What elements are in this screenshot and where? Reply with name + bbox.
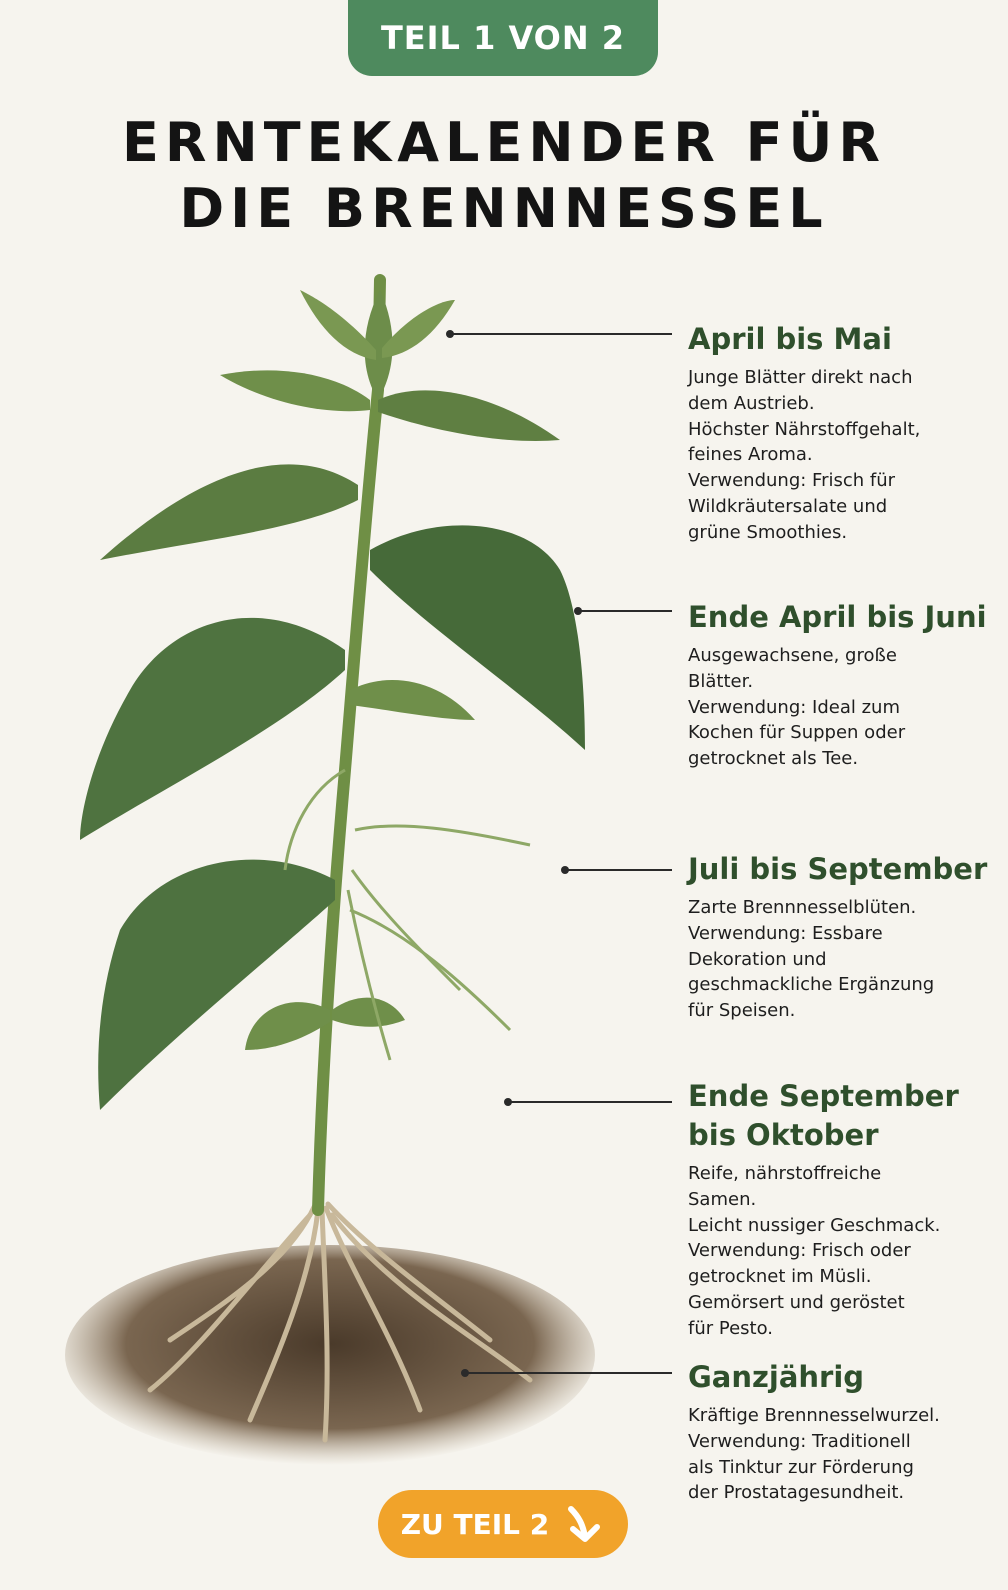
leader-line-ganzjaehrig [465,1372,672,1374]
title-line-1: ERNTEKALENDER FÜR [122,111,886,174]
entry-line: dem Austrieb. [688,392,815,414]
entry-line: Reife, nährstoffreiche [688,1163,882,1184]
entry-line: Kochen für Suppen oder [688,722,906,744]
soil-mound [65,1245,595,1465]
part-badge: TEIL 1 VON 2 [348,0,658,76]
entry-title-line: Ende April bis Juni [688,600,987,634]
next-part-button[interactable] [378,1490,628,1558]
nettle-plant-illustration [60,270,620,1490]
entry-line: geschmackliche Ergänzung [688,974,935,996]
harvest-entry-ganzjaehrig [688,1358,988,1506]
entry-line: Verwendung: Frisch für [688,470,896,492]
leader-line-september-oktober [508,1101,672,1103]
entry-line: Verwendung: Essbare [688,922,883,944]
entry-title [688,1077,988,1155]
entry-title [688,1358,988,1397]
arrow-down-right-icon [563,1503,605,1545]
entry-description [688,895,988,1024]
leader-line-april-mai [450,333,672,335]
entry-line: Junge Blätter direkt nach [688,367,913,388]
entry-title-line: Ganzjährig [688,1360,865,1394]
harvest-entry-ende-april-juni [688,598,988,772]
entry-line: Blätter. [688,670,754,692]
entry-title [688,850,988,889]
entry-title-line: Ende September [688,1079,959,1113]
entry-line: Leicht nussiger Geschmack. [688,1214,941,1236]
leader-line-ende-april-juni [578,610,672,612]
entry-description [688,1161,988,1342]
entry-line: Verwendung: Frisch oder [688,1240,911,1262]
harvest-entry-april-mai [688,320,988,546]
entry-description [688,643,988,772]
entry-title [688,320,988,359]
entry-line: Höchster Nährstoffgehalt, [688,418,921,440]
title-line-2: DIE BRENNNESSEL [179,177,829,240]
entry-line: grüne Smoothies. [688,521,848,543]
harvest-entry-juli-september [688,850,988,1024]
entry-line: feines Aroma. [688,444,813,466]
entry-title [688,598,988,637]
entry-line: Dekoration und [688,948,827,970]
entry-line: Wildkräutersalate und [688,495,888,517]
entry-line: Verwendung: Ideal zum [688,696,901,718]
entry-line: der Prostatagesundheit. [688,1482,905,1504]
stem [318,280,380,1210]
harvest-entry-september-oktober [688,1077,988,1342]
entry-line: für Speisen. [688,1000,796,1022]
next-part-button-label: ZU TEIL 2 [400,1507,550,1541]
entry-line: Samen. [688,1188,757,1210]
entry-title-line: Juli bis September [688,852,988,886]
entry-description [688,365,988,546]
entry-line: Verwendung: Traditionell [688,1430,911,1452]
entry-title-line: April bis Mai [688,322,892,356]
entry-title-line: bis Oktober [688,1118,879,1152]
entry-line: getrocknet als Tee. [688,748,859,770]
entry-line: getrocknet im Müsli. [688,1266,872,1288]
entry-line: Gemörsert und geröstet [688,1291,905,1313]
entry-description [688,1403,988,1506]
entry-line: für Pesto. [688,1317,774,1339]
entry-line: Kräftige Brennnesselwurzel. [688,1405,940,1426]
entry-line: Zarte Brennnesselblüten. [688,897,917,918]
entry-line: Ausgewachsene, große [688,645,897,666]
leader-line-juli-september [565,869,672,871]
page-title [0,110,1008,242]
entry-line: als Tinktur zur Förderung [688,1456,914,1478]
